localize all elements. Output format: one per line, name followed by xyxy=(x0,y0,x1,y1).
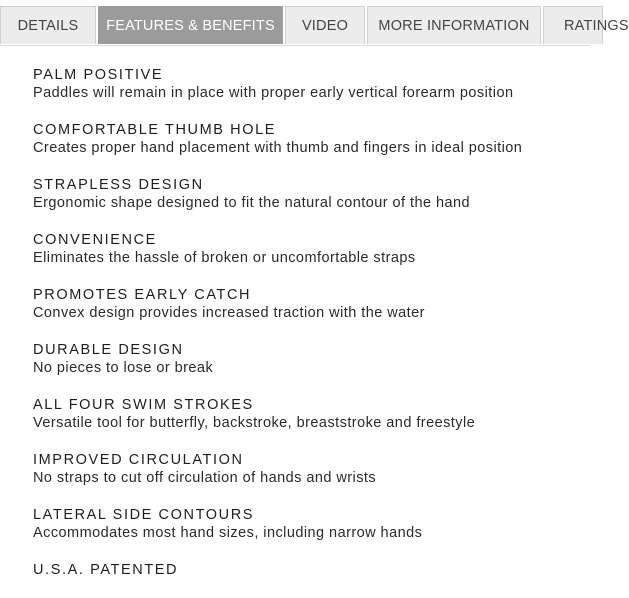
feature-item xyxy=(33,122,585,158)
feature-item xyxy=(33,507,585,543)
feature-description: Convex design provides increased traction with the water xyxy=(33,305,425,321)
feature-item xyxy=(33,452,585,488)
feature-description: Accommodates most hand sizes, including narrow hands xyxy=(33,525,423,541)
feature-title: PALM POSITIVE xyxy=(33,67,164,83)
feature-description: Versatile tool for butterfly, backstroke, breaststroke and freestyle xyxy=(33,415,476,431)
tab-ratings[interactable]: RATINGS xyxy=(543,6,603,44)
tab-details[interactable]: DETAILS xyxy=(0,6,96,44)
features-list xyxy=(33,67,585,598)
feature-title: COMFORTABLE THUMB HOLE xyxy=(33,122,277,138)
feature-title: STRAPLESS DESIGN xyxy=(33,177,204,193)
feature-title: DURABLE DESIGN xyxy=(33,342,184,358)
feature-description: No pieces to lose or break xyxy=(33,360,214,376)
feature-description: Paddles will remain in place with proper early vertical forearm position xyxy=(33,85,514,101)
feature-description: No straps to cut off circulation of hands and wrists xyxy=(33,470,377,486)
feature-title: CONVENIENCE xyxy=(33,232,157,248)
feature-title: IMPROVED CIRCULATION xyxy=(33,452,244,468)
feature-item xyxy=(33,397,585,433)
tab-bar xyxy=(0,6,629,46)
tab-features-benefits[interactable]: FEATURES & BENEFITS xyxy=(98,6,283,44)
feature-description: Creates proper hand placement with thumb and fingers in ideal position xyxy=(33,140,523,156)
feature-title: LATERAL SIDE CONTOURS xyxy=(33,507,255,523)
feature-title: ALL FOUR SWIM STROKES xyxy=(33,397,254,413)
feature-item xyxy=(33,177,585,213)
feature-item xyxy=(33,232,585,268)
feature-item xyxy=(33,67,585,103)
feature-description: Ergonomic shape designed to fit the natural contour of the hand xyxy=(33,195,471,211)
feature-description: Eliminates the hassle of broken or uncomfortable straps xyxy=(33,250,416,266)
tab-more-information[interactable]: MORE INFORMATION xyxy=(367,6,541,44)
feature-item xyxy=(33,287,585,323)
tab-video[interactable]: VIDEO xyxy=(285,6,365,44)
feature-item xyxy=(33,562,585,579)
feature-title: PROMOTES EARLY CATCH xyxy=(33,287,252,303)
feature-title: U.S.A. PATENTED xyxy=(33,562,179,578)
feature-item xyxy=(33,342,585,378)
